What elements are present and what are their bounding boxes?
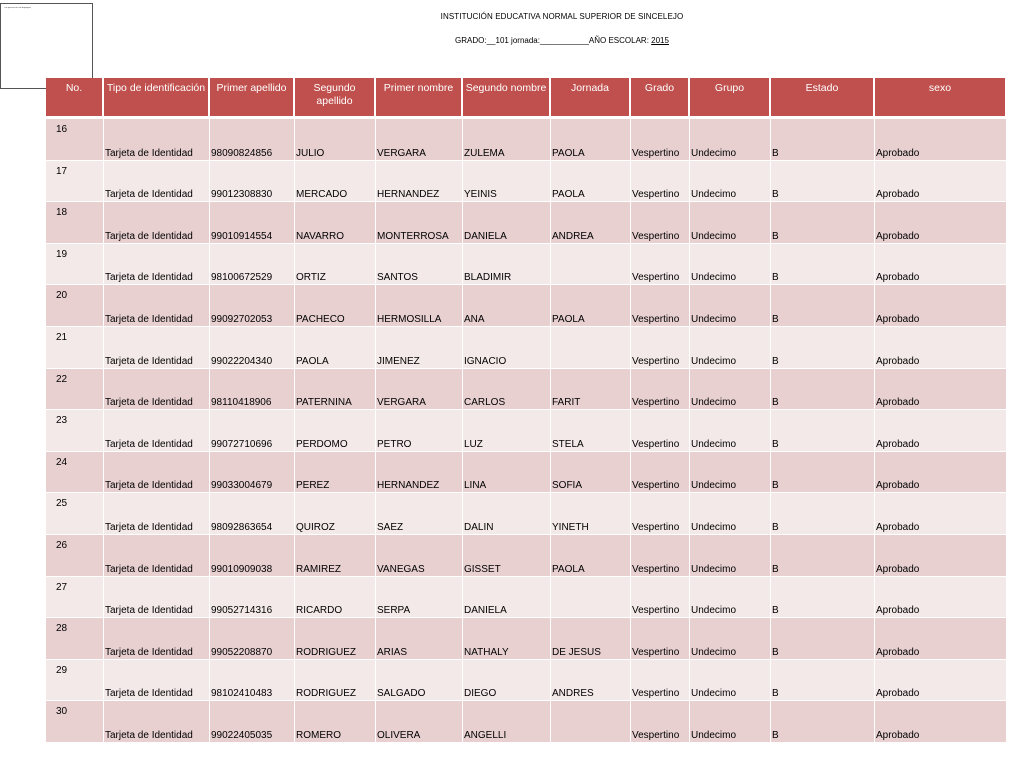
table-row bbox=[46, 577, 1007, 619]
cell-group: B bbox=[771, 369, 875, 411]
cell-group: B bbox=[771, 493, 875, 535]
cell-second-name: STELA bbox=[551, 410, 631, 452]
cell-row-number: 28 bbox=[46, 618, 104, 660]
table-row bbox=[46, 452, 1007, 494]
cell-grade: Undecimo bbox=[690, 285, 771, 327]
cell-second-name bbox=[551, 701, 631, 743]
cell-shift: Vespertino bbox=[631, 701, 690, 743]
cell-id-type: Tarjeta de Identidad bbox=[104, 369, 210, 411]
cell-id-number: 99092702053 bbox=[210, 285, 295, 327]
column-header: Estado bbox=[771, 78, 875, 119]
column-header: sexo bbox=[875, 78, 1007, 119]
cell-id-type: Tarjeta de Identidad bbox=[104, 244, 210, 286]
column-header: Tipo de identificación bbox=[104, 78, 210, 119]
cell-grade: Undecimo bbox=[690, 369, 771, 411]
column-header: Primer apellido bbox=[210, 78, 295, 119]
cell-id-type: Tarjeta de Identidad bbox=[104, 285, 210, 327]
cell-second-surname: MONTERROSA bbox=[376, 202, 463, 244]
cell-row-number: 25 bbox=[46, 493, 104, 535]
school-year: 2015 bbox=[651, 36, 669, 45]
grade-line-prefix: GRADO:__101 jornada:___________AÑO ESCOLAR: bbox=[455, 36, 652, 45]
cell-row-number: 20 bbox=[46, 285, 104, 327]
cell-first-name: YEINIS bbox=[463, 161, 551, 203]
column-header: No. bbox=[46, 78, 104, 119]
cell-first-surname: ROMERO bbox=[295, 701, 376, 743]
cell-id-number: 98090824856 bbox=[210, 119, 295, 161]
table-row bbox=[46, 535, 1007, 577]
cell-group: B bbox=[771, 660, 875, 702]
cell-grade: Undecimo bbox=[690, 119, 771, 161]
cell-status: Aprobado bbox=[875, 660, 1007, 702]
cell-id-number: 99052208870 bbox=[210, 618, 295, 660]
cell-id-type: Tarjeta de Identidad bbox=[104, 535, 210, 577]
cell-grade: Undecimo bbox=[690, 452, 771, 494]
cell-id-type: Tarjeta de Identidad bbox=[104, 618, 210, 660]
cell-shift: Vespertino bbox=[631, 369, 690, 411]
table-row bbox=[46, 410, 1007, 452]
cell-first-surname: PEREZ bbox=[295, 452, 376, 494]
cell-first-surname: QUIROZ bbox=[295, 493, 376, 535]
cell-first-name: DANIELA bbox=[463, 577, 551, 619]
cell-first-surname: NAVARRO bbox=[295, 202, 376, 244]
cell-id-number: 99052714316 bbox=[210, 577, 295, 619]
cell-row-number: 30 bbox=[46, 701, 104, 743]
table-row bbox=[46, 618, 1007, 660]
cell-second-surname: HERNANDEZ bbox=[376, 452, 463, 494]
cell-id-number: 99010914554 bbox=[210, 202, 295, 244]
cell-grade: Undecimo bbox=[690, 701, 771, 743]
cell-row-number: 17 bbox=[46, 161, 104, 203]
cell-second-name: PAOLA bbox=[551, 285, 631, 327]
cell-second-surname: VERGARA bbox=[376, 369, 463, 411]
column-header: Grupo bbox=[690, 78, 771, 119]
cell-first-surname: JULIO bbox=[295, 119, 376, 161]
cell-first-name: ZULEMA bbox=[463, 119, 551, 161]
table-row bbox=[46, 369, 1007, 411]
cell-id-number: 98110418906 bbox=[210, 369, 295, 411]
cell-group: B bbox=[771, 577, 875, 619]
cell-first-name: DIEGO bbox=[463, 660, 551, 702]
cell-row-number: 21 bbox=[46, 327, 104, 369]
cell-id-type: Tarjeta de Identidad bbox=[104, 452, 210, 494]
table-body bbox=[46, 119, 1007, 743]
cell-status: Aprobado bbox=[875, 493, 1007, 535]
cell-first-surname: MERCADO bbox=[295, 161, 376, 203]
cell-status: Aprobado bbox=[875, 535, 1007, 577]
cell-second-name: SOFIA bbox=[551, 452, 631, 494]
grade-line bbox=[0, 36, 1024, 45]
table-header-row bbox=[46, 78, 1007, 119]
cell-first-name: CARLOS bbox=[463, 369, 551, 411]
cell-first-surname: PACHECO bbox=[295, 285, 376, 327]
cell-second-name bbox=[551, 577, 631, 619]
cell-first-name: NATHALY bbox=[463, 618, 551, 660]
cell-grade: Undecimo bbox=[690, 577, 771, 619]
cell-second-name: DE JESUS bbox=[551, 618, 631, 660]
cell-second-surname: SAEZ bbox=[376, 493, 463, 535]
cell-grade: Undecimo bbox=[690, 202, 771, 244]
cell-first-name: ANA bbox=[463, 285, 551, 327]
cell-shift: Vespertino bbox=[631, 327, 690, 369]
cell-shift: Vespertino bbox=[631, 410, 690, 452]
cell-grade: Undecimo bbox=[690, 244, 771, 286]
cell-id-number: 99022405035 bbox=[210, 701, 295, 743]
cell-id-type: Tarjeta de Identidad bbox=[104, 701, 210, 743]
cell-shift: Vespertino bbox=[631, 660, 690, 702]
cell-second-name bbox=[551, 244, 631, 286]
cell-second-name: PAOLA bbox=[551, 119, 631, 161]
cell-group: B bbox=[771, 285, 875, 327]
cell-id-type: Tarjeta de Identidad bbox=[104, 202, 210, 244]
cell-first-name: GISSET bbox=[463, 535, 551, 577]
cell-id-type: Tarjeta de Identidad bbox=[104, 119, 210, 161]
cell-group: B bbox=[771, 618, 875, 660]
cell-first-surname: RAMIREZ bbox=[295, 535, 376, 577]
cell-id-number: 99072710696 bbox=[210, 410, 295, 452]
cell-id-number: 99022204340 bbox=[210, 327, 295, 369]
student-table bbox=[46, 78, 1007, 743]
cell-first-surname: RODRIGUEZ bbox=[295, 660, 376, 702]
column-header: Primer nombre bbox=[376, 78, 463, 119]
cell-status: Aprobado bbox=[875, 202, 1007, 244]
cell-second-surname: SALGADO bbox=[376, 660, 463, 702]
cell-shift: Vespertino bbox=[631, 244, 690, 286]
cell-second-surname: HERMOSILLA bbox=[376, 285, 463, 327]
cell-second-surname: JIMENEZ bbox=[376, 327, 463, 369]
cell-shift: Vespertino bbox=[631, 452, 690, 494]
cell-first-name: LUZ bbox=[463, 410, 551, 452]
cell-group: B bbox=[771, 244, 875, 286]
cell-row-number: 26 bbox=[46, 535, 104, 577]
cell-status: Aprobado bbox=[875, 244, 1007, 286]
cell-second-surname: SERPA bbox=[376, 577, 463, 619]
table-row bbox=[46, 285, 1007, 327]
cell-row-number: 16 bbox=[46, 119, 104, 161]
table-row bbox=[46, 202, 1007, 244]
table-row bbox=[46, 327, 1007, 369]
cell-shift: Vespertino bbox=[631, 119, 690, 161]
cell-grade: Undecimo bbox=[690, 660, 771, 702]
cell-row-number: 24 bbox=[46, 452, 104, 494]
cell-status: Aprobado bbox=[875, 452, 1007, 494]
cell-second-name: YINETH bbox=[551, 493, 631, 535]
cell-second-name: PAOLA bbox=[551, 535, 631, 577]
cell-grade: Undecimo bbox=[690, 410, 771, 452]
cell-id-number: 98092863654 bbox=[210, 493, 295, 535]
cell-second-name: PAOLA bbox=[551, 161, 631, 203]
cell-second-surname: VERGARA bbox=[376, 119, 463, 161]
cell-shift: Vespertino bbox=[631, 535, 690, 577]
column-header: Grado bbox=[631, 78, 690, 119]
cell-row-number: 19 bbox=[46, 244, 104, 286]
cell-first-name: DANIELA bbox=[463, 202, 551, 244]
cell-id-number: 99012308830 bbox=[210, 161, 295, 203]
cell-first-surname: ORTIZ bbox=[295, 244, 376, 286]
cell-id-type: Tarjeta de Identidad bbox=[104, 161, 210, 203]
cell-shift: Vespertino bbox=[631, 493, 690, 535]
cell-group: B bbox=[771, 327, 875, 369]
cell-first-name: DALIN bbox=[463, 493, 551, 535]
cell-id-type: Tarjeta de Identidad bbox=[104, 660, 210, 702]
cell-second-name bbox=[551, 327, 631, 369]
cell-grade: Undecimo bbox=[690, 618, 771, 660]
cell-status: Aprobado bbox=[875, 327, 1007, 369]
table-row bbox=[46, 701, 1007, 743]
cell-second-surname: SANTOS bbox=[376, 244, 463, 286]
table-row bbox=[46, 660, 1007, 702]
cell-id-number: 99033004679 bbox=[210, 452, 295, 494]
cell-first-surname: PATERNINA bbox=[295, 369, 376, 411]
cell-row-number: 18 bbox=[46, 202, 104, 244]
cell-first-name: LINA bbox=[463, 452, 551, 494]
table-row bbox=[46, 119, 1007, 161]
cell-id-number: 99010909038 bbox=[210, 535, 295, 577]
cell-grade: Undecimo bbox=[690, 493, 771, 535]
table-row bbox=[46, 161, 1007, 203]
cell-status: Aprobado bbox=[875, 369, 1007, 411]
cell-status: Aprobado bbox=[875, 701, 1007, 743]
cell-group: B bbox=[771, 701, 875, 743]
cell-grade: Undecimo bbox=[690, 327, 771, 369]
cell-row-number: 29 bbox=[46, 660, 104, 702]
table-row bbox=[46, 244, 1007, 286]
cell-first-surname: RICARDO bbox=[295, 577, 376, 619]
cell-group: B bbox=[771, 161, 875, 203]
cell-group: B bbox=[771, 535, 875, 577]
cell-group: B bbox=[771, 410, 875, 452]
column-header: Segundo apellido bbox=[295, 78, 376, 119]
cell-grade: Undecimo bbox=[690, 161, 771, 203]
cell-id-type: Tarjeta de Identidad bbox=[104, 327, 210, 369]
cell-row-number: 23 bbox=[46, 410, 104, 452]
cell-second-surname: ARIAS bbox=[376, 618, 463, 660]
cell-first-surname: RODRIGUEZ bbox=[295, 618, 376, 660]
column-header: Segundo nombre bbox=[463, 78, 551, 119]
cell-row-number: 27 bbox=[46, 577, 104, 619]
cell-second-name: FARIT bbox=[551, 369, 631, 411]
cell-group: B bbox=[771, 119, 875, 161]
cell-id-type: Tarjeta de Identidad bbox=[104, 577, 210, 619]
cell-status: Aprobado bbox=[875, 161, 1007, 203]
cell-first-name: ANGELLI bbox=[463, 701, 551, 743]
cell-shift: Vespertino bbox=[631, 202, 690, 244]
column-header: Jornada bbox=[551, 78, 631, 119]
cell-first-surname: PAOLA bbox=[295, 327, 376, 369]
cell-status: Aprobado bbox=[875, 577, 1007, 619]
cell-first-surname: PERDOMO bbox=[295, 410, 376, 452]
cell-row-number: 22 bbox=[46, 369, 104, 411]
cell-status: Aprobado bbox=[875, 618, 1007, 660]
cell-second-name: ANDREA bbox=[551, 202, 631, 244]
logo-broken-image-text: The picture can't be displayed. bbox=[4, 7, 32, 9]
institution-title: INSTITUCIÓN EDUCATIVA NORMAL SUPERIOR DE SINCELEJO bbox=[440, 12, 684, 21]
cell-second-surname: VANEGAS bbox=[376, 535, 463, 577]
cell-status: Aprobado bbox=[875, 410, 1007, 452]
cell-first-name: BLADIMIR bbox=[463, 244, 551, 286]
cell-id-type: Tarjeta de Identidad bbox=[104, 410, 210, 452]
cell-second-surname: HERNANDEZ bbox=[376, 161, 463, 203]
cell-shift: Vespertino bbox=[631, 161, 690, 203]
cell-group: B bbox=[771, 202, 875, 244]
cell-second-surname: PETRO bbox=[376, 410, 463, 452]
cell-id-type: Tarjeta de Identidad bbox=[104, 493, 210, 535]
cell-grade: Undecimo bbox=[690, 535, 771, 577]
cell-group: B bbox=[771, 452, 875, 494]
cell-first-name: IGNACIO bbox=[463, 327, 551, 369]
cell-id-number: 98102410483 bbox=[210, 660, 295, 702]
cell-second-surname: OLIVERA bbox=[376, 701, 463, 743]
cell-status: Aprobado bbox=[875, 119, 1007, 161]
table-row bbox=[46, 493, 1007, 535]
cell-status: Aprobado bbox=[875, 285, 1007, 327]
cell-id-number: 98100672529 bbox=[210, 244, 295, 286]
cell-shift: Vespertino bbox=[631, 618, 690, 660]
cell-shift: Vespertino bbox=[631, 285, 690, 327]
cell-shift: Vespertino bbox=[631, 577, 690, 619]
cell-second-name: ANDRES bbox=[551, 660, 631, 702]
